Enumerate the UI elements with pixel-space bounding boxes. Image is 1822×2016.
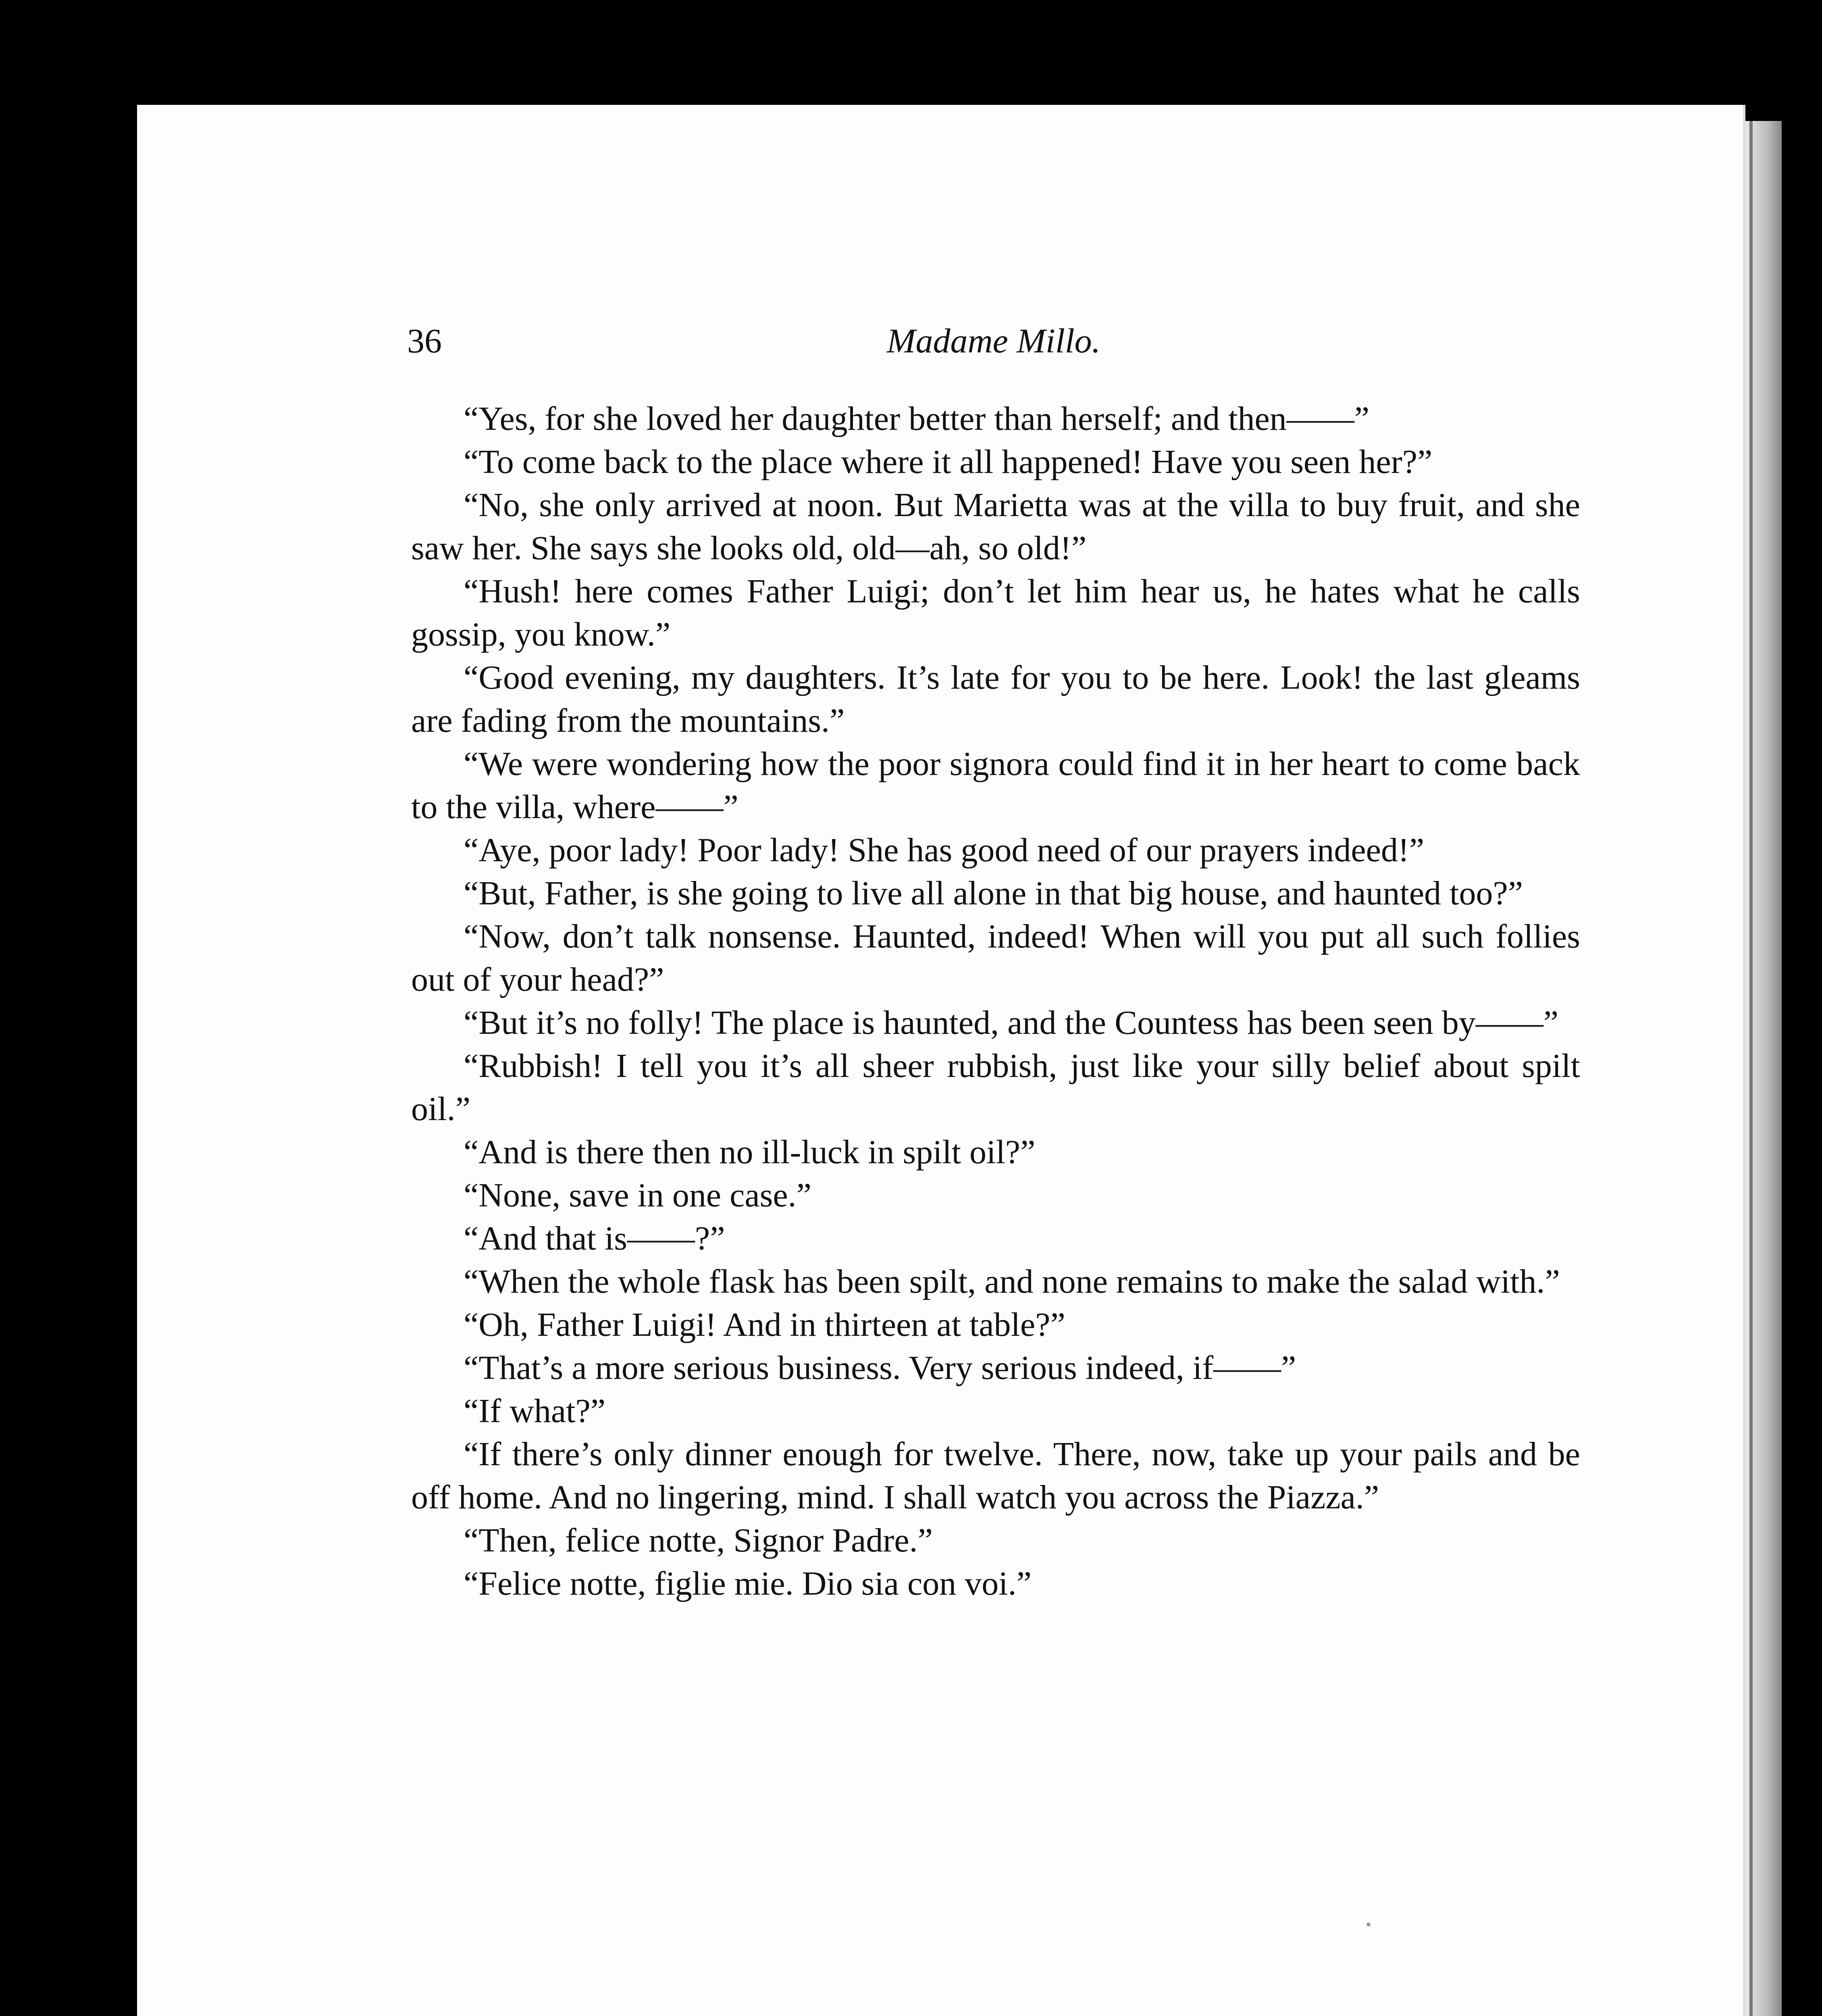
- page-number: 36: [407, 321, 442, 360]
- dialogue-line: “But it’s no folly! The place is haunted, and the Countess has been seen by——”: [464, 1004, 1559, 1041]
- page-edge-line: [1749, 121, 1753, 2016]
- dialogue-line: “Rubbish! I tell you it’s all sheer rubbish, just like your silly belief about spilt oil.”: [411, 1047, 1580, 1128]
- dialogue-line: “Aye, poor lady! Poor lady! She has good need of our prayers indeed!”: [464, 831, 1425, 869]
- dialogue-line: “None, save in one case.”: [464, 1177, 811, 1214]
- dialogue-line: “But, Father, is she going to live all alone in that big house, and haunted too?”: [464, 875, 1523, 912]
- dialogue-line: “When the whole flask has been spilt, and none remains to make the salad with.”: [464, 1263, 1560, 1300]
- dialogue-line: “Now, don’t talk nonsense. Haunted, indeed! When will you put all such follies out of your head?”: [411, 918, 1580, 998]
- dialogue-line: “We were wondering how the poor signora could find it in her heart to come back to the villa, where——”: [411, 745, 1580, 826]
- dialogue-line: “No, she only arrived at noon. But Marietta was at the villa to buy fruit, and she saw her. She says she looks old, old—ah, so old!”: [411, 486, 1580, 567]
- dialogue-line: “Yes, for she loved her daughter better than herself; and then——”: [464, 400, 1370, 437]
- dialogue-line: “Then, felice notte, Signor Padre.”: [464, 1522, 933, 1559]
- dialogue-line: “Good evening, my daughters. It’s late for you to be here. Look! the last gleams are fading from the mountains.”: [411, 659, 1580, 739]
- dialogue-line: “If what?”: [464, 1392, 606, 1430]
- dialogue-line: “Hush! here comes Father Luigi; don’t let him hear us, he hates what he calls gossip, you know.”: [411, 573, 1580, 653]
- dialogue-line: “If there’s only dinner enough for twelve. There, now, take up your pails and be off home. And no lingering, mind. I shall watch you across the Piazza.”: [411, 1435, 1580, 1516]
- dialogue-line: “Felice notte, figlie mie. Dio sia con voi.”: [464, 1565, 1032, 1602]
- dialogue-line: “To come back to the place where it all happened! Have you seen her?”: [464, 443, 1433, 481]
- running-head: Madame Millo.: [886, 321, 1101, 360]
- dialogue-line: “And that is——?”: [464, 1220, 725, 1257]
- dialogue-line: “Oh, Father Luigi! And in thirteen at table?”: [464, 1306, 1065, 1343]
- page-header: [407, 319, 1580, 363]
- dialogue-line: “And is there then no ill-luck in spilt oil?”: [464, 1133, 1036, 1171]
- dialogue-line: “That’s a more serious business. Very serious indeed, if——”: [464, 1349, 1296, 1387]
- dialogue-block: [411, 397, 1580, 1605]
- paper-speck: [1366, 1922, 1371, 1926]
